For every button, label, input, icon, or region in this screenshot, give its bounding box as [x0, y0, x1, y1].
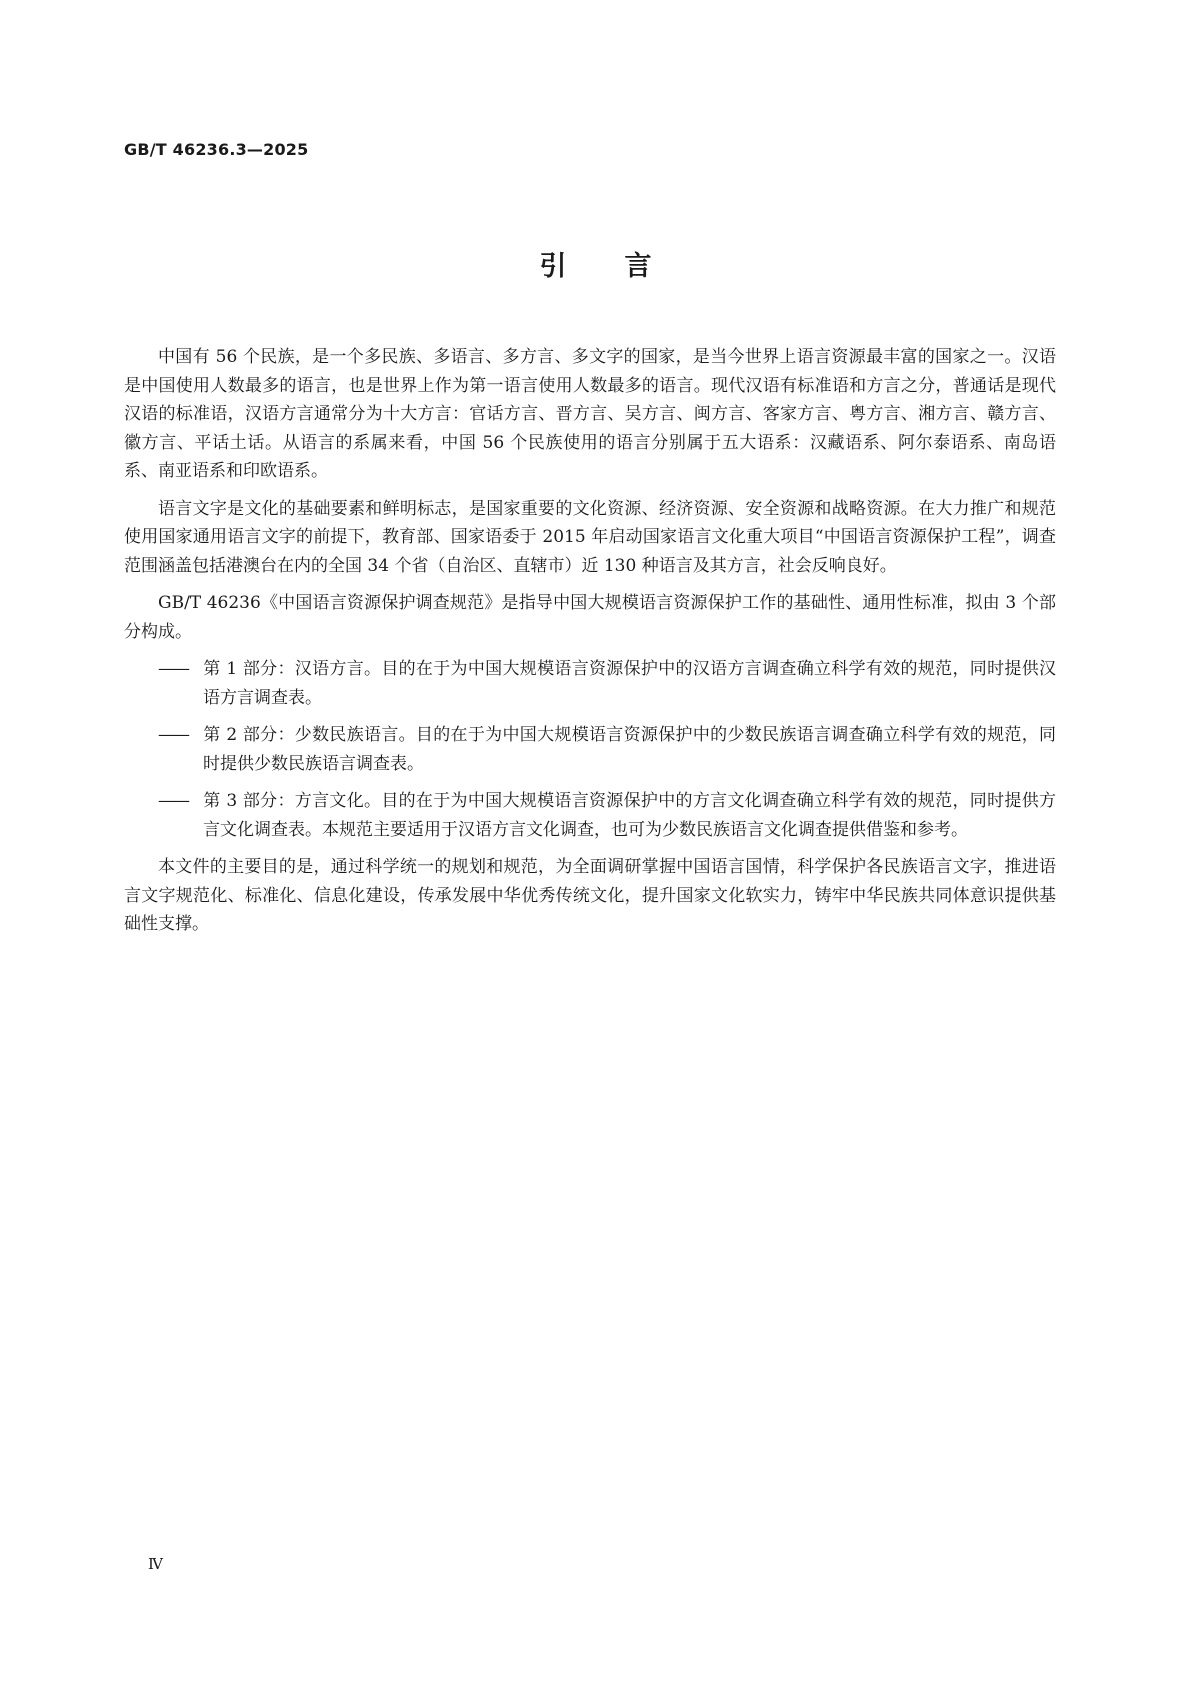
list-item-text: 第 3 部分：方言文化。目的在于为中国大规模语言资源保护中的方言文化调查确立科学有效的规范，同时提供方言文化调查表。本规范主要适用于汉语方言文化调查，也可为少数民族语言文化调查提供借鉴和参考。 [203, 791, 1056, 840]
paragraph-language-resources: 语言文字是文化的基础要素和鲜明标志，是国家重要的文化资源、经济资源、安全资源和战略资源。在大力推广和规范使用国家通用语言文字的前提下，教育部、国家语委于 2015 年启动国家语言文化重大项目“中国语言资源保护工程”，调查范围涵盖包括港澳台在内的全国 34 个省（自治区、直辖市）近 130 种语言及其方言，社会反响良好。 [124, 498, 1056, 576]
list-item-text: 第 2 部分：少数民族语言。目的在于为中国大规模语言资源保护中的少数民族语言调查确立科学有效的规范，同时提供少数民族语言调查表。 [203, 725, 1056, 774]
list-item-part-3 [124, 787, 1056, 844]
list-dash: —— [158, 791, 188, 811]
page-title: 引言 [539, 251, 710, 282]
paragraph-standard-structure: GB/T 46236《中国语言资源保护调查规范》是指导中国大规模语言资源保护工作的基础性、通用性标准，拟由 3 个部分构成。 [124, 593, 1056, 642]
paragraph-languages-overview: 中国有 56 个民族，是一个多民族、多语言、多方言、多文字的国家，是当今世界上语言资源最丰富的国家之一。汉语是中国使用人数最多的语言，也是世界上作为第一语言使用人数最多的语言。现代汉语有标准语和方言之分，普通话是现代汉语的标准语，汉语方言通常分为十大方言：官话方言、晋方言、吴方言、闽方言、客家方言、粤方言、湘方言、赣方言、徽方言、平话土话。从语言的系属来看，中国 56 个民族使用的语言分别属于五大语系：汉藏语系、阿尔泰语系、南岛语系、南亚语系和印欧语系。 [124, 347, 1056, 481]
list-item-text: 第 1 部分：汉语方言。目的在于为中国大规模语言资源保护中的汉语方言调查确立科学有效的规范，同时提供汉语方言调查表。 [203, 659, 1056, 708]
list-item-part-1 [124, 655, 1056, 712]
page-number: Ⅳ [148, 1555, 163, 1573]
paragraph-purpose: 本文件的主要目的是，通过科学统一的规划和规范，为全面调研掌握中国语言国情，科学保护各民族语言文字，推进语言文字规范化、标准化、信息化建设，传承发展中华优秀传统文化，提升国家文化软实力，铸牢中华民族共同体意识提供基础性支撑。 [124, 857, 1056, 934]
introduction-body [124, 343, 1056, 948]
list-dash: —— [158, 659, 188, 679]
list-dash: —— [158, 725, 188, 745]
list-item-part-2 [124, 721, 1056, 778]
document-code: GB/T 46236.3—2025 [124, 140, 309, 159]
